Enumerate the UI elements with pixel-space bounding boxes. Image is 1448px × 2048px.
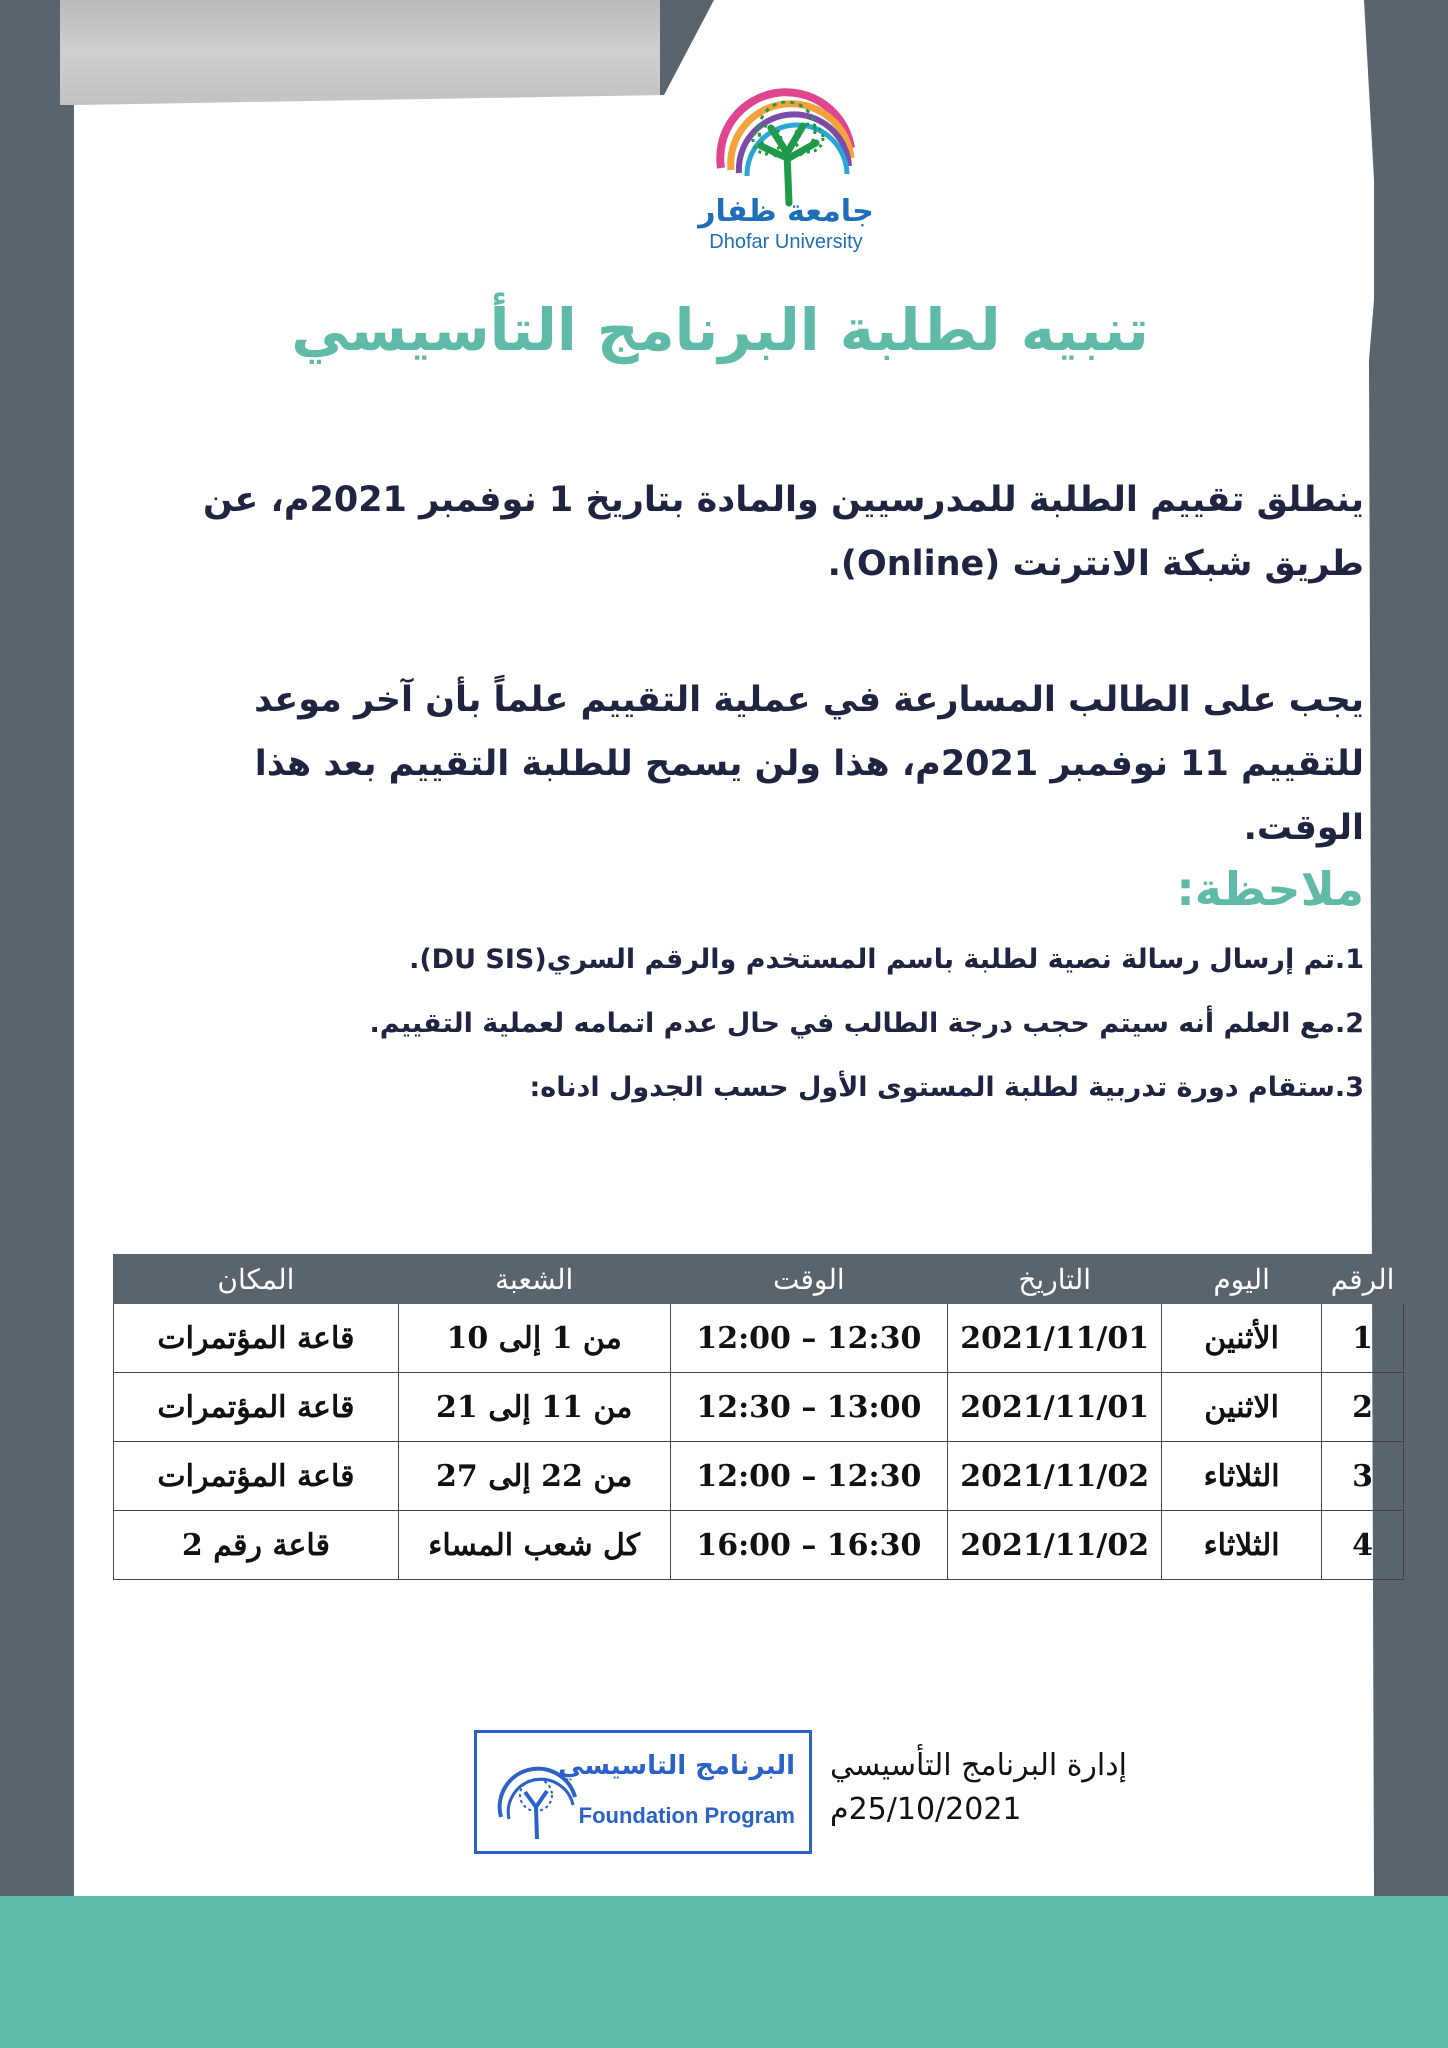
table-row (114, 1511, 1404, 1580)
header-date: التاريخ (948, 1255, 1162, 1304)
table-row (114, 1373, 1404, 1442)
header-location: المكان (114, 1255, 399, 1304)
header-day: اليوم (1162, 1255, 1322, 1304)
bottom-band (0, 1896, 1448, 2048)
cell-number: 1 (1322, 1304, 1404, 1373)
note-heading: ملاحظة: (1176, 862, 1364, 916)
paper-texture (60, 0, 660, 105)
signoff-block (830, 1744, 1130, 1832)
note-item: 3.ستقام دورة تدربية لطلبة المستوى الأول حسب الجدول ادناه: (529, 1072, 1364, 1103)
cell-section: من 11 إلى 21 (398, 1373, 670, 1442)
cell-day: الأثنين (1162, 1304, 1322, 1373)
signoff-date: 25/10/2021م (830, 1792, 1022, 1827)
cell-day: الثلاثاء (1162, 1442, 1322, 1511)
header-number: الرقم (1322, 1255, 1404, 1304)
signoff-department: إدارة البرنامج التأسيسي (830, 1748, 1127, 1783)
cell-location: قاعة المؤتمرات (114, 1442, 399, 1511)
cell-time: 12:30 – 13:00 (670, 1373, 948, 1442)
cell-time: 12:00 – 12:30 (670, 1304, 948, 1373)
table-row (114, 1304, 1404, 1373)
paragraph-evaluation-start: ينطلق تقييم الطلبة للمدرسيين والمادة بتاريخ 1 نوفمبر 2021م، عن طريق شبكة الانترنت (Online). (202, 480, 1364, 584)
page-title: تنبيه لطلبة البرنامج التأسيسي (291, 296, 1149, 364)
cell-number: 2 (1322, 1373, 1404, 1442)
table-header-row (114, 1255, 1404, 1304)
cell-day: الاثنين (1162, 1373, 1322, 1442)
paragraph-deadline: يجب على الطالب المسارعة في عملية التقييم علماً بأن آخر موعد للتقييم 11 نوفمبر 2021م، هذا ولن يسمح للطلبة التقييم بعد هذا الوقت. (254, 680, 1364, 848)
cell-time: 16:00 – 16:30 (670, 1511, 948, 1580)
cell-location: قاعة المؤتمرات (114, 1373, 399, 1442)
table-row (114, 1442, 1404, 1511)
header-time: الوقت (670, 1255, 948, 1304)
cell-section: من 22 إلى 27 (398, 1442, 670, 1511)
cell-location: قاعة رقم 2 (114, 1511, 399, 1580)
header-section: الشعبة (398, 1255, 670, 1304)
cell-date: 2021/11/02 (948, 1511, 1162, 1580)
cell-day: الثلاثاء (1162, 1511, 1322, 1580)
foundation-program-stamp (474, 1730, 812, 1854)
cell-section: من 1 إلى 10 (398, 1304, 670, 1373)
university-logo (686, 58, 886, 268)
cell-section: كل شعب المساء (398, 1511, 670, 1580)
stamp-arabic-text: البرنامج التاسيسي (558, 1751, 795, 1781)
logo-english-text: Dhofar University (709, 231, 863, 253)
cell-date: 2021/11/02 (948, 1442, 1162, 1511)
training-schedule-table (113, 1254, 1404, 1580)
cell-date: 2021/11/01 (948, 1304, 1162, 1373)
note-item: 1.تم إرسال رسالة نصية لطلبة باسم المستخدم والرقم السري(DU SIS). (409, 944, 1364, 975)
stamp-english-text: Foundation Program (578, 1803, 795, 1828)
tree-rainbow-icon (701, 58, 871, 208)
cell-date: 2021/11/01 (948, 1373, 1162, 1442)
notes-list (134, 936, 1364, 1128)
cell-number: 3 (1322, 1442, 1404, 1511)
cell-number: 4 (1322, 1511, 1404, 1580)
cell-location: قاعة المؤتمرات (114, 1304, 399, 1373)
cell-time: 12:00 – 12:30 (670, 1442, 948, 1511)
logo-arabic-text: جامعة ظفار (698, 194, 874, 229)
note-item: 2.مع العلم أنه سيتم حجب درجة الطالب في حال عدم اتمامه لعملية التقييم. (369, 1008, 1364, 1039)
